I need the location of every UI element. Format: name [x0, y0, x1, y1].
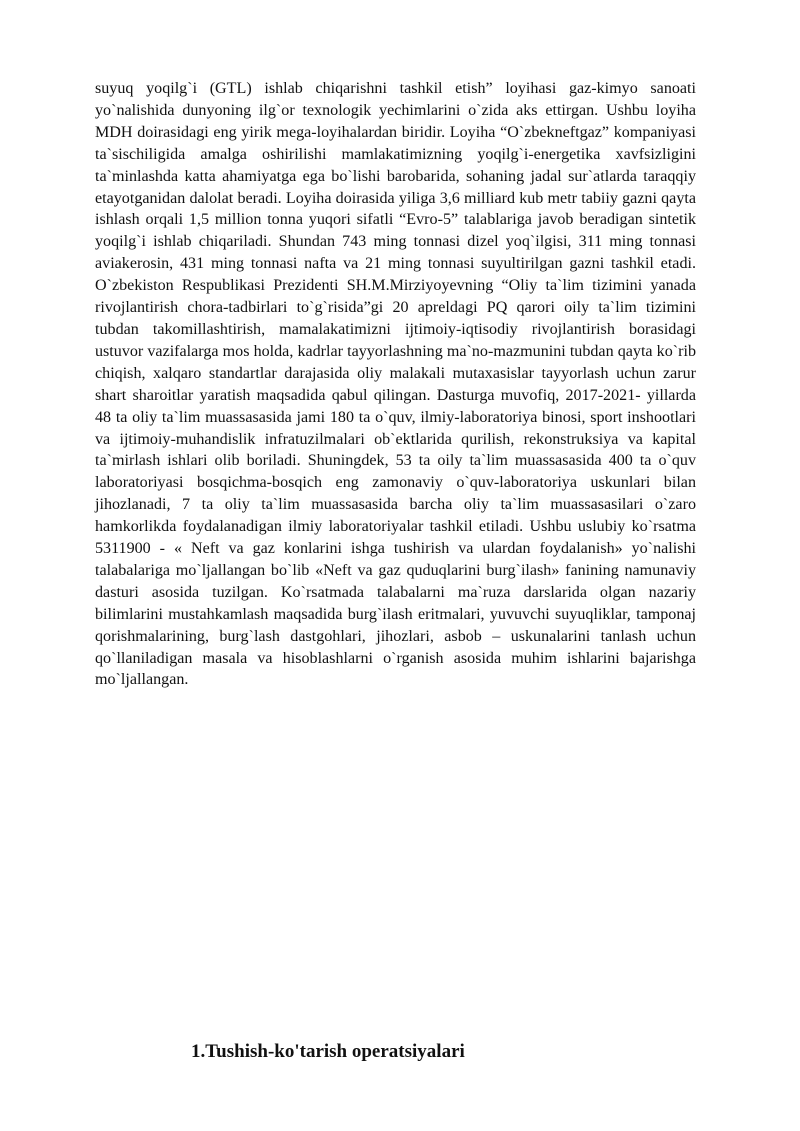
- body-paragraph: suyuq yoqilg`i (GTL) ishlab chiqarishni tashkil etish” loyihasi gaz-kimyo sanoati yo`nalishida dunyoning ilg`or texnologik yechimlarini o`zida aks ettirgan. Ushbu loyiha MDH doirasidagi eng yirik mega-loyihalardan biridir. Loyiha “O`zbekneftgaz” kompaniyasi ta`sischiligida amalga oshirilishi mamlakatimizning yoqilg`i-energetika xavfsizligini ta`minlashda katta ahamiyatga ega bo`lishi barobarida, sohaning jadal sur`atlarda taraqqiy etayotganidan dalolat beradi. Loyiha doirasida yiliga 3,6 milliard kub metr tabiiy gazni qayta ishlash orqali 1,5 million tonna yuqori sifatli “Evro-5” talablariga javob beradigan sintetik yoqilg`i ishlab chiqariladi. Shundan 743 ming tonnasi dizel yoq`ilgisi, 311 ming tonnasi aviakerosin, 431 ming tonnasi nafta va 21 ming tonnasi suyultirilgan gazni tashkil etadi. O`zbekiston Respublikasi Prezidenti SH.M.Mirziyoyevning “Oliy ta`lim tizimini yanada rivojlantirish chora-tadbirlari to`g`risida”gi 20 apreldagi PQ qarori oily ta`lim tizimini tubdan takomillashtirish, mamalakatimizni ijtimoiy-iqtisodiy rivojlantirish borasidagi ustuvor vazifalarga mos holda, kadrlar tayyorlashning ma`no-mazmunini tubdan qayta ko`rib chiqish, xalqaro standartlar darajasida oliy malakali mutaxasislar tayyorlash uchun zarur shart sharoitlar yaratish maqsadida qabul qilingan. Dasturga muvofiq, 2017-2021- yillarda 48 ta oliy ta`lim muassasasida jami 180 ta o`quv, ilmiy-laboratoriya binosi, sport inshootlari va ijtimoiy-muhandislik infratuzilmalari ob`ektlarida qurilish, rekonstruksiya va kapital ta`mirlash ishlari olib boriladi. Shuningdek, 53 ta oily ta`lim muassasasida 400 ta o`quv laboratoriyasi bosqichma-bosqich eng zamonaviy o`quv-laboratoriya uskunlari bilan jihozlanadi, 7 ta oliy ta`lim muassasasida barcha oliy ta`lim muassasasilari o`zaro hamkorlikda foydalanadigan ilmiy laboratoriyalar tashkil etiladi. Ushbu uslubiy ko`rsatma 5311900 - « Neft va gaz konlarini ishga tushirish va ulardan foydalanish» yo`nalishi talabalariga mo`ljallangan bo`lib «Neft va gaz quduqlarini burg`ilash» fanining namunaviy dasturi asosida tuzilgan. Ko`rsatmada talabalarni ma`ruza darslarida olgan nazariy bilimlarini mustahkamlash maqsadida burg`ilash eritmalari, yuvuvchi suyuqliklar, tamponaj qorishmalarining, burg`lash dastgohlari, jihozlari, asbob – uskunalarini tanlash uchun qo`llaniladigan masala va hisoblashlarni o`rganish asosida muhim ishlarini bajarishga mo`ljallangan.: [95, 80, 696, 689]
- section-heading: 1.Tushish-ko'tarish operatsiyalari: [191, 1041, 465, 1062]
